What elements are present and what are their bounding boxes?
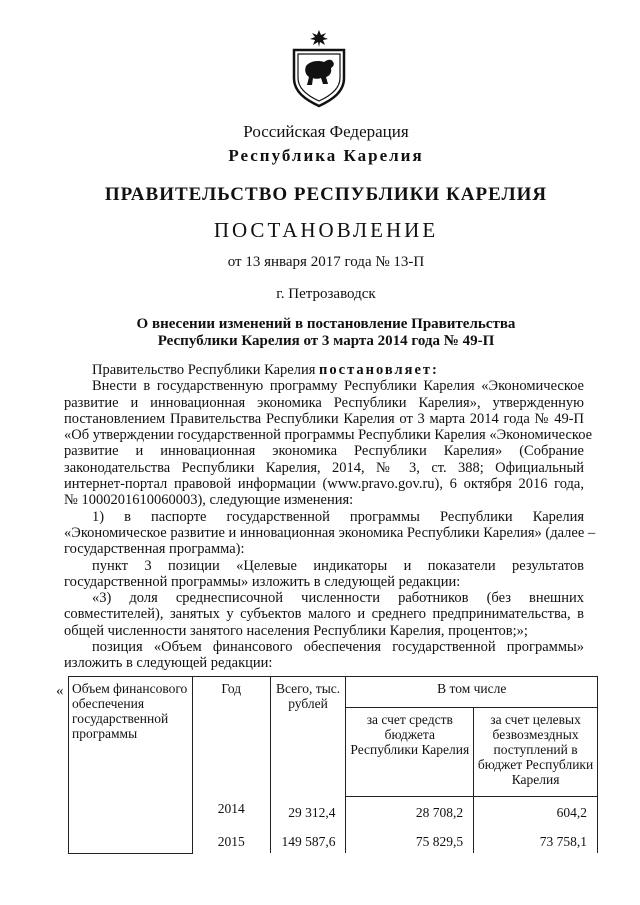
year-header: Год — [192, 677, 270, 797]
government-title: ПРАВИТЕЛЬСТВО РЕСПУБЛИКИ КАРЕЛИЯ — [104, 184, 548, 205]
document-subject — [6, 316, 640, 350]
body-line: 1) в паспорте государственной программы Республики Карелия — [92, 508, 584, 525]
body-intro — [64, 362, 584, 378]
body-line: развитие и инновационная экономика Республики Карелия» (Собрание — [64, 443, 584, 460]
body-line: постановлением Правительства Республики Карелия от 3 марта 2014 года № 49-П — [64, 410, 584, 427]
year-cell: 2014 — [192, 797, 270, 825]
table-header-row — [69, 677, 598, 708]
body-line: пункт 3 позиции «Целевые индикаторы и показатели результатов — [92, 557, 584, 574]
country-name: Российская Федерация — [243, 122, 409, 141]
body-line: общей численности занятого населения Республики Карелия, процентов;»; — [64, 622, 528, 639]
opening-quote: « — [56, 683, 64, 699]
budget-cell: 75 829,5 — [346, 824, 474, 853]
body-line: интернет-портал правовой информации (www.pravo.gov.ru), 6 октября 2016 года, — [64, 476, 584, 493]
total-cell: 149 587,6 — [270, 824, 346, 853]
body-line: изложить в следующей редакции: — [64, 655, 273, 672]
republic-name: Республика Карелия — [228, 146, 424, 165]
body-line: «Экономическое развитие и инновационная экономика Республики Карелия» (далее – — [64, 524, 596, 541]
budget-cell: 28 708,2 — [346, 797, 474, 825]
financing-table — [68, 676, 598, 854]
body-line: законодательства Республики Карелия, 2014, № 3, ст. 388; Официальный — [64, 459, 584, 476]
grants-header: за счет целевых безвозмездных поступлений в бюджет Республики Карелия — [474, 708, 598, 797]
document-date-number: от 13 января 2017 года № 13-П — [227, 254, 425, 270]
body-line: развитие и инновационная экономика Республики Карелия», утвержденную — [64, 394, 584, 411]
document-type: ПОСТАНОВЛЕНИЕ — [213, 218, 439, 242]
body-line: «Об утверждении государственной программы Республики Карелия «Экономическое — [64, 427, 593, 444]
grants-cell: 604,2 — [474, 797, 598, 825]
body-line: государственной программы» изложить в следующей редакции: — [64, 573, 461, 590]
year-cell: 2015 — [192, 824, 270, 853]
karelia-coat-of-arms-icon — [288, 28, 350, 108]
body-line: Внести в государственную программу Республики Карелия «Экономическое — [92, 378, 584, 395]
document-body — [64, 362, 596, 672]
total-header: Всего, тыс. рублей — [270, 677, 346, 797]
budget-header: за счет средств бюджета Республики Карелия — [346, 708, 474, 797]
including-header: В том числе — [346, 677, 598, 708]
body-intro-text: Правительство Республики Карелия — [92, 362, 320, 378]
total-cell: 29 312,4 — [270, 797, 346, 825]
body-line: № 1000201610060003), следующие изменения: — [64, 492, 354, 509]
grants-cell: 73 758,1 — [474, 824, 598, 853]
document-city: г. Петрозаводск — [276, 286, 376, 302]
subject-line: Республики Карелия от 3 марта 2014 года № 49-П — [157, 333, 495, 349]
body-line: позиция «Объем финансового обеспечения государственной программы» — [92, 639, 584, 656]
subject-line: О внесении изменений в постановление Правительства — [136, 316, 516, 332]
decree-word: постановляет: — [319, 362, 439, 378]
body-line: совместителей), занятых у субъектов малого и среднего предпринимательства, в — [64, 606, 584, 623]
body-line: государственная программа): — [64, 541, 245, 558]
position-header: Объем финансового обеспечения государственной программы — [69, 677, 193, 854]
body-line: «3) доля среднесписочной численности работников (без внешних — [92, 590, 584, 607]
